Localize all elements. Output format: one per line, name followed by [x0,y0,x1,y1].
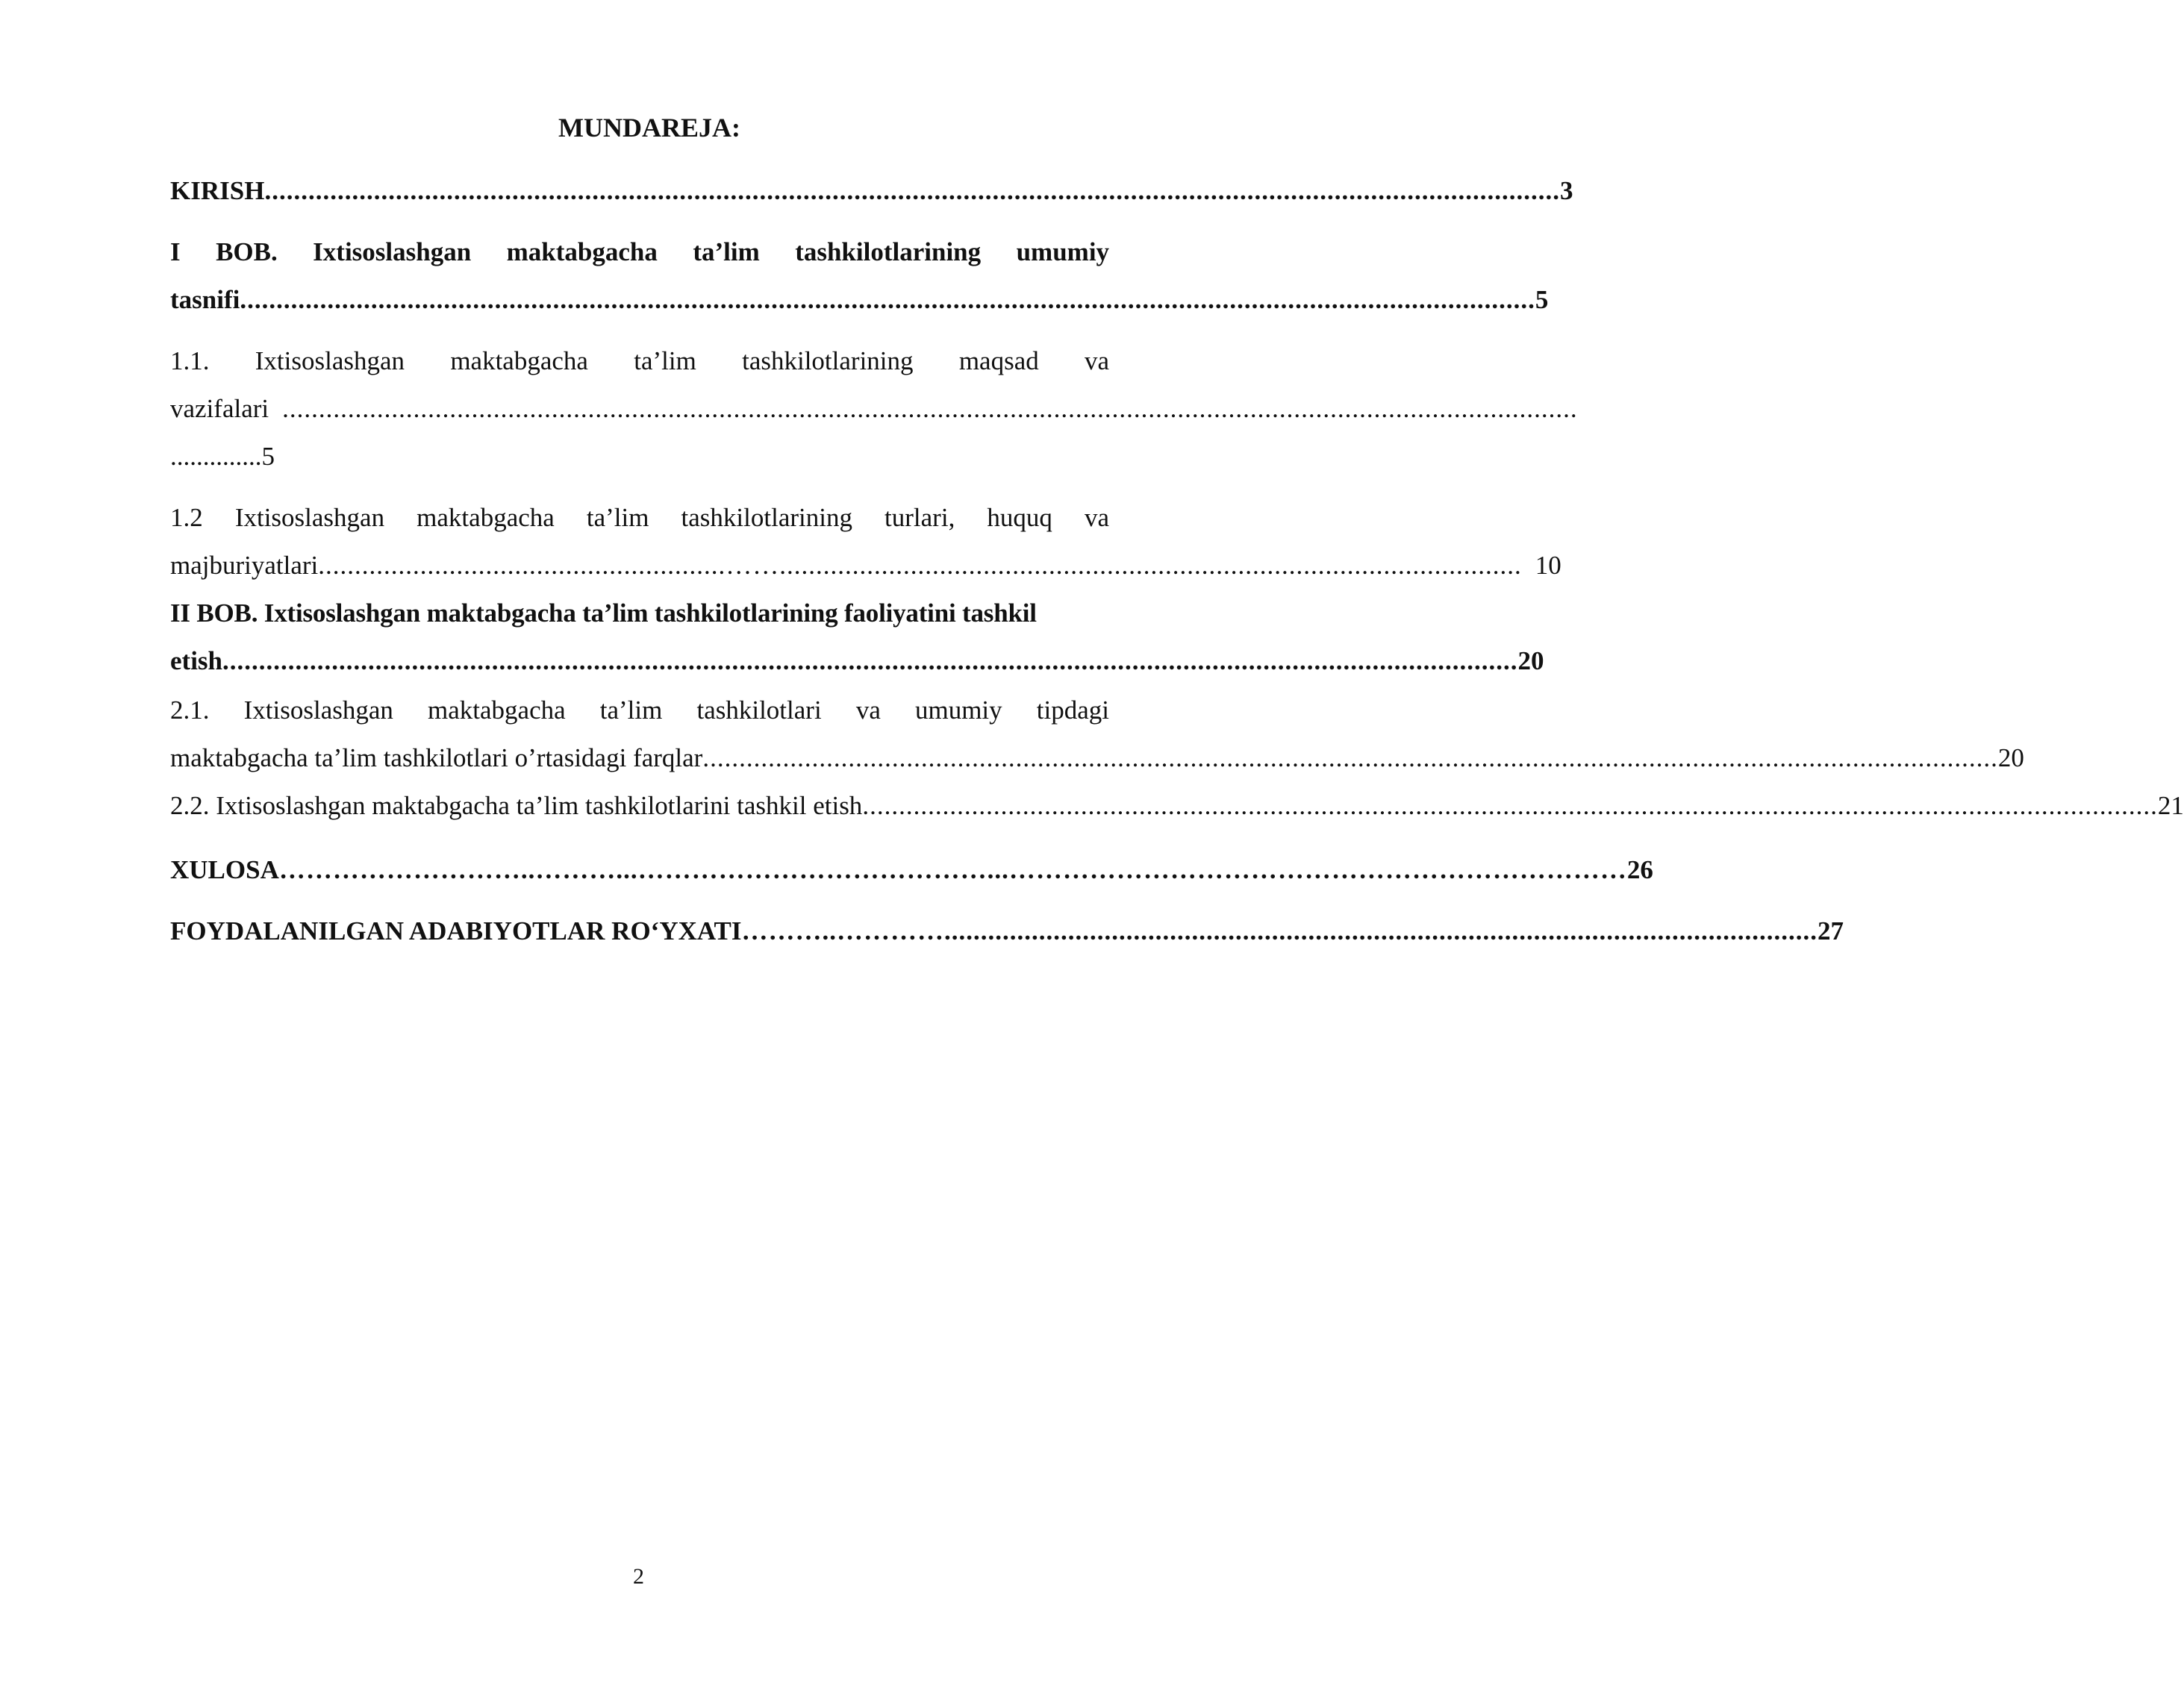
toc-entry-title: FOYDALANILGAN ADABIYOTLAR RO‘YXATI [170,916,742,945]
word: tashkilotlarining [795,237,982,266]
word: 1.1. [170,346,210,375]
dot-leader: ........................................................……...................................................................................................... [318,551,1522,580]
dot-leader: ………………………..………...…………………………………...…………………………………………………………… [278,855,1627,884]
toc-entry-bob1-line2 [170,285,1549,315]
toc-page-number: 21 [2157,791,2184,820]
toc-entry-title: etish [170,646,222,675]
toc-entry-title: maktabgacha ta’lim tashkilotlari o’rtasidagi farqlar [170,743,703,772]
word: tashkilotlarining [681,503,852,532]
word: maqsad [958,346,1039,375]
word: huquq [987,503,1052,532]
word: maktabgacha [506,237,658,266]
toc-entry-2-2 [170,791,2184,821]
word: tashkilotlari [696,695,822,725]
toc-entry-1-2-line1 [170,503,1109,533]
dot-leader: .................................................................................................................................................................................. [240,285,1535,314]
toc-entry-title: majburiyatlari [170,551,319,580]
toc-entry-1-2-line2 [170,551,1561,581]
word: BOB. [216,237,278,266]
dot-leader: .................................................................................................................................................................................. [702,743,1998,772]
word: 2.1. [170,695,210,725]
toc-page-number: 27 [1818,916,1844,945]
toc-entry-bob2-line1: II BOB. Ixtisoslashgan maktabgacha ta’lim tashkilotlarining faoliyatini tashkil [170,598,1037,628]
page-number: 2 [633,1564,644,1589]
toc-entry-2-1-line1 [170,695,1109,725]
word: maktabgacha [416,503,555,532]
word: Ixtisoslashgan [243,695,393,725]
word: ta’lim [599,695,663,725]
dot-leader: .............. [170,442,262,471]
word: Ixtisoslashgan [313,237,472,266]
word: 1.2 [170,503,203,532]
word: ta’lim [634,346,696,375]
word: umumiy [914,695,1002,725]
toc-entry-1-1-line2 [170,394,1578,424]
word: Ixtisoslashgan [255,346,405,375]
word: va [1084,503,1110,532]
word: Ixtisoslashgan [234,503,385,532]
toc-entry-bob2-line2 [170,646,1544,676]
word: maktabgacha [450,346,588,375]
toc-page-number: 20 [1517,646,1544,675]
word: tashkilotlarining [742,346,914,375]
word: turlari, [884,503,955,532]
toc-entry-adabiyotlar [170,916,1844,946]
toc-entry-1-1-line1 [170,346,1109,376]
word: va [1085,346,1110,375]
toc-entry-2-1-line2 [170,743,2024,773]
word: maktabgacha [428,695,566,725]
dot-leader: .................................................................................................................................................................................. [222,646,1518,675]
toc-entry-title: tasnifi [170,285,240,314]
word: ta’lim [586,503,649,532]
word: va [855,695,881,725]
word: I [170,237,181,266]
toc-page-number: 5 [261,442,275,471]
toc-entry-title: KIRISH [170,176,265,205]
toc-entry-title: vazifalari [170,394,269,423]
toc-page-number: 3 [1559,176,1573,205]
toc-entry-title: 2.2. Ixtisoslashgan maktabgacha ta’lim tashkilotlarini tashkil etish [170,791,863,820]
dot-leader: .................................................................................................................................................................................. [862,791,2158,820]
word: umumiy [1016,237,1110,266]
toc-page-number: 26 [1626,855,1653,884]
toc-page-number: 20 [1997,743,2024,772]
word: tipdagi [1036,695,1110,725]
dot-leader: ………..…………........................................................................................................................ [741,916,1818,945]
toc-heading: MUNDAREJA: [558,113,740,143]
toc-entry-1-1-line3 [170,442,1109,472]
toc-page-number: 10 [1535,551,1561,580]
toc-entry-title: XULOSA [170,855,279,884]
toc-entry-bob1-line1 [170,237,1109,267]
word: ta’lim [693,237,760,266]
dot-leader: .................................................................................................................................................................................. [264,176,1560,205]
toc-entry-xulosa [170,855,1653,885]
dot-leader: .................................................................................................................................................................................. [282,394,1578,423]
toc-page-number: 5 [1535,285,1549,314]
toc-entry-kirish [170,176,1573,206]
